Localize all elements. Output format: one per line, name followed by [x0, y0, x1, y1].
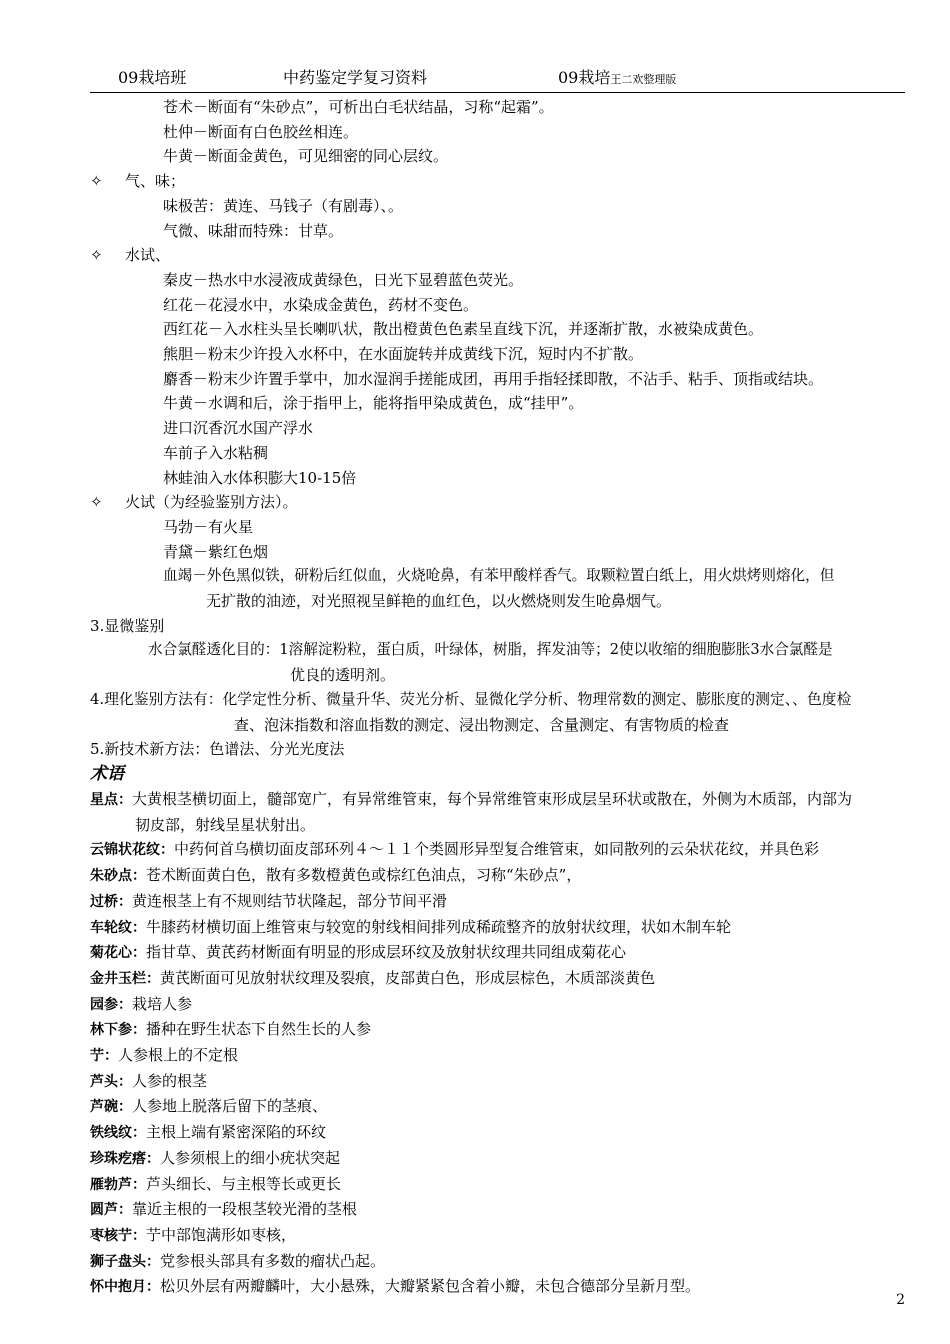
term-entry [90, 1146, 905, 1172]
term-label: 林下参： [90, 1022, 146, 1039]
term-definition: 党参根头部具有多数的瘤状凸起。 [160, 1251, 386, 1270]
term-label: 芦碗： [90, 1099, 132, 1116]
term-definition-continued: 韧皮部，射线呈星状射出。 [135, 815, 316, 834]
term-entry [90, 1120, 905, 1146]
terms-list [90, 787, 905, 1300]
bullet-heading-huoshi [90, 490, 905, 515]
bullet-heading-qiwei [90, 169, 905, 194]
text-line: 熊胆－粉末少许投入水杯中，在水面旋转并成黄线下沉，短时内不扩散。 [163, 345, 644, 364]
term-entry [90, 1223, 905, 1249]
diamond-bullet-icon: ✧ [90, 493, 103, 512]
page-number: 2 [896, 1292, 905, 1308]
text-line: 西红花－入水柱头呈长喇叭状，散出橙黄色色素呈直线下沉，并逐渐扩散，水被染成黄色。 [163, 320, 764, 339]
term-entry [90, 1043, 905, 1069]
term-entry [90, 787, 905, 813]
term-label: 珍珠疙瘩： [90, 1150, 160, 1167]
term-label: 铁线纹： [90, 1125, 146, 1142]
term-definition: 中药何首乌横切面皮部环列４～１１个类圆形异型复合维管束，如同散列的云朵状花纹，并具色彩 [174, 840, 820, 859]
heading-text: 火试（为经验鉴别方法）。 [125, 493, 298, 512]
section-5: 5.新技术新方法：色谱法、分光光度法 [90, 740, 345, 759]
term-definition: 人参的根茎 [132, 1071, 208, 1090]
header-title: 中药鉴定学复习资料 [283, 68, 428, 87]
term-label: 园参： [90, 996, 132, 1013]
text-line: 杜仲－断面有白色胶丝相连。 [163, 122, 359, 141]
term-entry [90, 966, 905, 992]
text-line: 红花－花浸水中，水染成金黄色，药材不变色。 [163, 295, 479, 314]
term-definition: 牛膝药材横切面上维管束与较宽的射线相间排列成稀疏整齐的放射状纹理，状如木制车轮 [146, 917, 732, 936]
text-line: 牛黄－水调和后，涂于指甲上，能将指甲染成黄色，成“挂甲”。 [163, 394, 584, 413]
heading-text: 气、味； [125, 172, 186, 191]
term-label: 圆芦： [90, 1202, 132, 1219]
term-entry [90, 915, 905, 941]
diamond-bullet-icon: ✧ [90, 172, 103, 191]
term-definition: 苍术断面黄白色，散有多数橙黄色或棕红色油点，习称“朱砂点”， [146, 866, 582, 885]
text-line: 无扩散的油迹，对光照视呈鲜艳的血红色，以火燃烧则发生呛鼻烟气。 [206, 592, 672, 611]
header-author-main: 09栽培 [558, 68, 611, 87]
text-line: 进口沉香沉水国产浮水 [163, 419, 314, 438]
text-line: 林蛙油入水体积膨大10-15倍 [163, 468, 357, 487]
term-definition: 人参根上的不定根 [118, 1046, 239, 1065]
term-definition: 芦头细长、与主根等长或更长 [146, 1174, 342, 1193]
page-header [90, 66, 905, 93]
term-label: 艼： [90, 1048, 118, 1065]
text-line: 味极苦：黄连、马钱子（有剧毒）、。 [163, 196, 404, 215]
bullet-heading-shuishi [90, 243, 905, 268]
term-definition: 主根上端有紧密深陷的环纹 [146, 1123, 327, 1142]
diamond-bullet-icon: ✧ [90, 246, 103, 265]
text-line: 麝香－粉末少许置手掌中，加水湿润手搓能成团，再用手指轻揉即散，不沾手、粘手、顶指或结块。 [163, 369, 824, 388]
term-entry [90, 940, 905, 966]
term-label: 菊花心： [90, 945, 146, 962]
term-label: 云锦状花纹： [90, 842, 174, 859]
text-line: 水合氯醛透化目的：1溶解淀粉粒，蛋白质，叶绿体，树脂，挥发油等；2使以收缩的细胞膨胀3水合氯醛是 [148, 641, 833, 659]
section-4: 4.理化鉴别方法有：化学定性分析、微量升华、荧光分析、显微化学分析、物理常数的测定、膨胀度的测定、、色度检 [90, 690, 852, 708]
term-definition: 松贝外层有两瓣麟叶，大小悬殊，大瓣紧紧包含着小瓣，未包合德部分呈新月型。 [160, 1277, 701, 1296]
term-definition: 播种在野生状态下自然生长的人参 [146, 1020, 372, 1039]
text-line: 查、泡沫指数和溶血指数的测定、浸出物测定、含量测定、有害物质的检查 [234, 715, 730, 734]
text-line: 秦皮－热水中水浸液成黄绿色，日光下显碧蓝色荧光。 [163, 270, 524, 289]
term-definition: 大黄根茎横切面上，髓部宽广，有异常维管束，每个异常维管束形成层呈环状或散在，外侧为木质部，内部为 [132, 789, 853, 808]
term-entry [90, 1017, 905, 1043]
term-label: 车轮纹： [90, 919, 146, 936]
heading-text: 水试、 [125, 246, 171, 265]
term-label: 金井玉栏： [90, 970, 160, 987]
text-line: 优良的透明剂。 [290, 666, 396, 685]
term-label: 枣核艼： [90, 1227, 146, 1244]
term-definition: 艼中部饱满形如枣核， [146, 1225, 297, 1244]
term-definition: 黄芪断面可见放射状纹理及裂痕，皮部黄白色，形成层棕色，木质部淡黄色 [160, 968, 656, 987]
term-entry [90, 863, 905, 889]
term-label: 朱砂点： [90, 868, 146, 885]
text-line: 血竭－外色黑似铁，研粉后红似血，火烧呛鼻，有苯甲酸样香气。取颗粒置白纸上，用火烘烤则熔化，但 [163, 567, 835, 585]
text-line: 青黛－紫红色烟 [163, 542, 269, 561]
term-label: 星点： [90, 791, 132, 808]
term-definition: 黄连根茎上有不规则结节状隆起，部分节间平滑 [132, 891, 448, 910]
term-definition: 栽培人参 [132, 994, 193, 1013]
term-definition: 指甘草、黄芪药材断面有明显的形成层环纹及放射状纹理共同组成菊花心 [146, 943, 627, 962]
header-author [558, 66, 676, 92]
text-line: 车前子入水粘稠 [163, 443, 269, 462]
page-content [90, 95, 905, 1300]
term-entry [90, 1069, 905, 1095]
term-entry [90, 1172, 905, 1198]
term-entry [90, 992, 905, 1018]
text-line: 气微、味甜而特殊：甘草。 [163, 221, 344, 240]
term-label: 雁勃芦： [90, 1176, 146, 1193]
term-label: 过桥： [90, 893, 132, 910]
header-class: 09栽培班 [118, 68, 187, 87]
terms-title: 术语 [90, 763, 124, 784]
term-entry [90, 889, 905, 915]
term-entry [90, 1274, 905, 1300]
text-line: 苍术－断面有“朱砂点”，可析出白毛状结晶，习称“起霜”。 [163, 98, 554, 116]
term-entry [90, 1094, 905, 1120]
text-line: 马勃－有火星 [163, 517, 254, 536]
term-definition: 人参须根上的细小疣状突起 [160, 1148, 341, 1167]
text-line: 牛黄－断面金黄色，可见细密的同心层纹。 [163, 147, 449, 166]
header-author-small: 王二欢整理版 [610, 73, 677, 86]
term-label: 芦头： [90, 1073, 132, 1090]
term-label: 狮子盘头： [90, 1253, 160, 1270]
term-definition: 靠近主根的一段根茎较光滑的茎根 [132, 1200, 358, 1219]
term-entry [90, 837, 905, 863]
term-label: 怀中抱月： [90, 1279, 160, 1296]
term-definition: 人参地上脱落后留下的茎痕、 [132, 1097, 328, 1116]
term-entry [90, 1197, 905, 1223]
section-3: 3.显微鉴别 [90, 616, 165, 635]
term-entry [90, 1249, 905, 1275]
